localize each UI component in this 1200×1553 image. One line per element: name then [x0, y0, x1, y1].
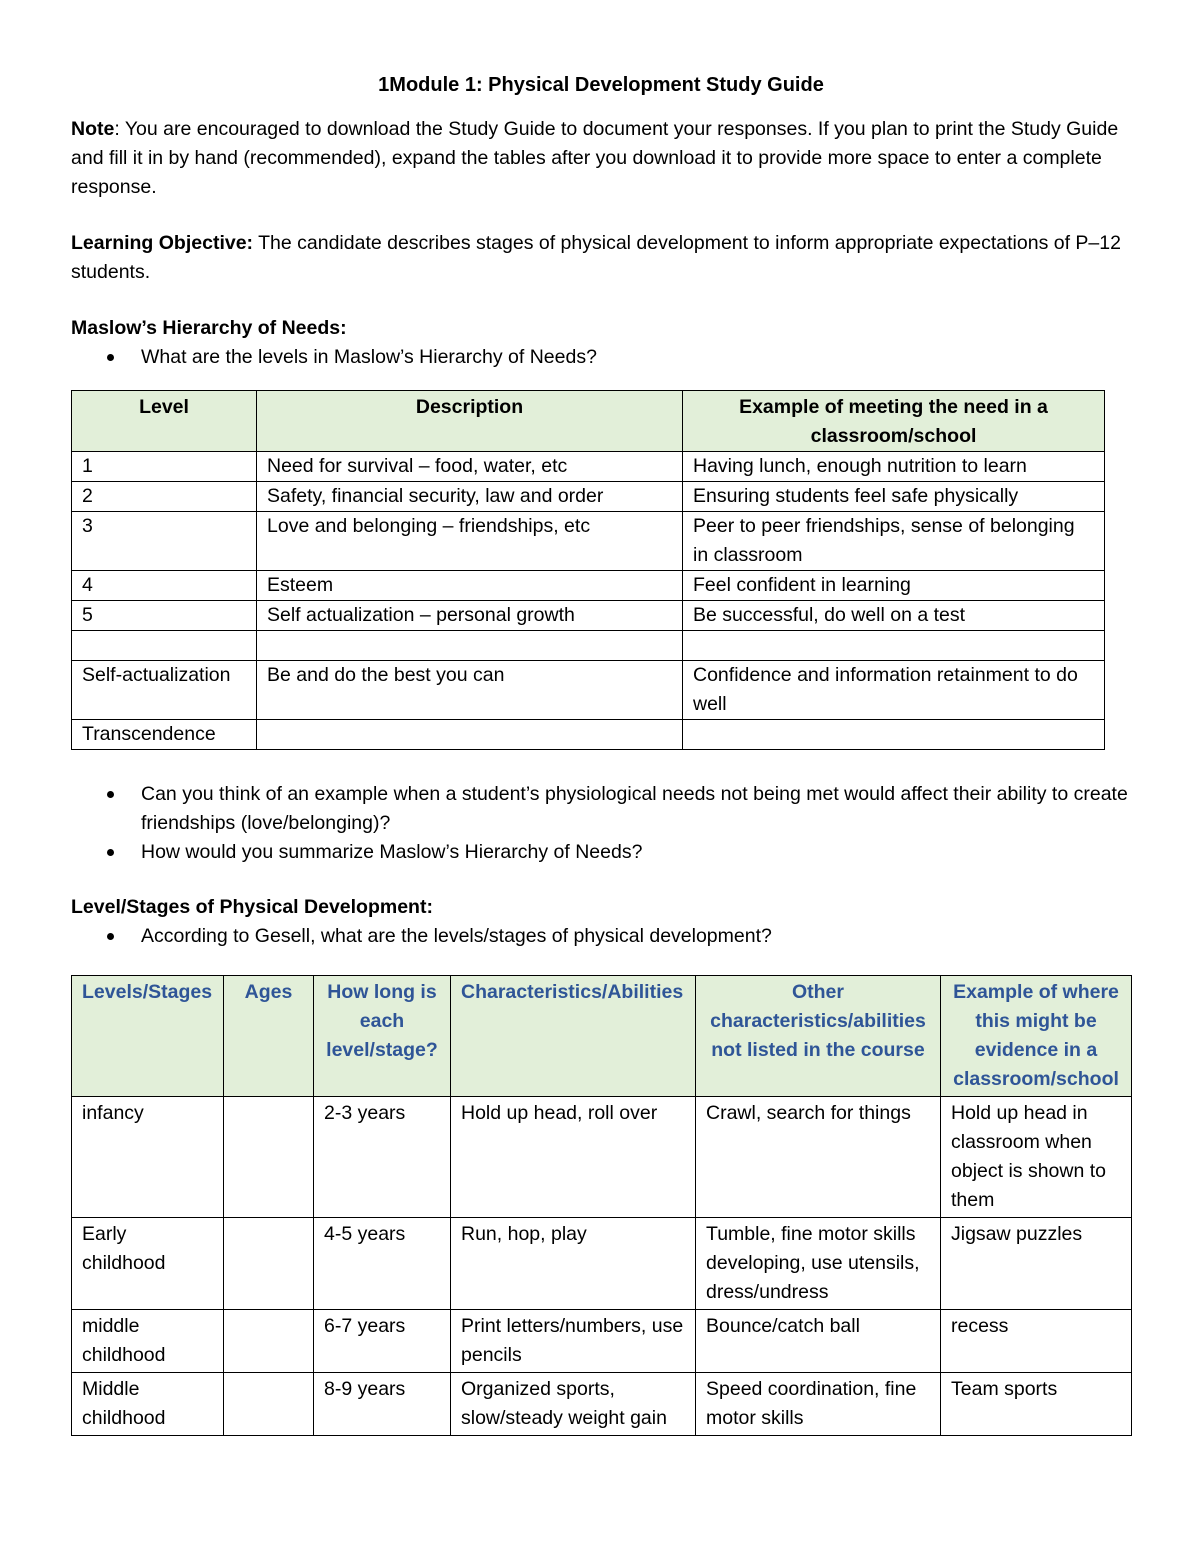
stage-cell: middle childhood — [72, 1310, 224, 1373]
description-cell: Self actualization – personal growth — [257, 601, 683, 631]
objective-label: Learning Objective: — [71, 232, 254, 254]
characteristics-cell: Organized sports, slow/steady weight gain — [451, 1373, 696, 1436]
ages-cell — [224, 1310, 314, 1373]
ages-cell — [224, 1218, 314, 1310]
level-cell: 1 — [72, 452, 257, 482]
header-ages: Ages — [224, 976, 314, 1097]
maslow-question-list — [71, 343, 1131, 372]
table-row — [72, 482, 1105, 512]
example-cell: Peer to peer friendships, sense of belonging in classroom — [683, 512, 1105, 571]
header-levels-stages: Levels/Stages — [72, 976, 224, 1097]
maslow-table — [71, 390, 1105, 750]
table-row — [72, 1310, 1132, 1373]
duration-cell: 6-7 years — [314, 1310, 451, 1373]
description-cell: Esteem — [257, 571, 683, 601]
stages-heading: Level/Stages of Physical Development: — [71, 896, 433, 918]
ages-cell — [224, 1373, 314, 1436]
example-cell — [683, 631, 1105, 661]
characteristics-cell: Run, hop, play — [451, 1218, 696, 1310]
table-row — [72, 512, 1105, 571]
level-cell — [72, 631, 257, 661]
note-text: : You are encouraged to download the Study Guide to document your responses. If you plan to print the Study Guide and fill it in by hand (recommended), expand the tables after you download it to provide more space to enter a complete response. — [71, 118, 1119, 198]
description-cell: Be and do the best you can — [257, 661, 683, 720]
page-title: 1Module 1: Physical Development Study Guide — [378, 74, 824, 96]
header-level: Level — [72, 391, 257, 452]
header-example: Example of meeting the need in a classroom/school — [683, 391, 1105, 452]
characteristics-cell: Hold up head, roll over — [451, 1097, 696, 1218]
stages-table — [71, 975, 1132, 1436]
objective-text: The candidate describes stages of physical development to inform appropriate expectations of P–12 students. — [71, 232, 1121, 283]
other-characteristics-cell: Crawl, search for things — [696, 1097, 941, 1218]
objective-paragraph — [71, 229, 1131, 287]
ages-cell — [224, 1097, 314, 1218]
table-row — [72, 571, 1105, 601]
table-row — [72, 720, 1105, 750]
stages-question-list — [71, 922, 1131, 951]
example-cell: Feel confident in learning — [683, 571, 1105, 601]
duration-cell: 4-5 years — [314, 1218, 451, 1310]
level-cell: 5 — [72, 601, 257, 631]
header-other-characteristics: Other characteristics/abilities not listed in the course — [696, 976, 941, 1097]
description-cell — [257, 720, 683, 750]
level-cell: 4 — [72, 571, 257, 601]
maslow-question-levels: What are the levels in Maslow’s Hierarchy of Needs? — [141, 343, 1131, 372]
header-classroom-example: Example of where this might be evidence in a classroom/school — [941, 976, 1132, 1097]
characteristics-cell: Print letters/numbers, use pencils — [451, 1310, 696, 1373]
example-cell: Having lunch, enough nutrition to learn — [683, 452, 1105, 482]
level-cell: Self-actualization — [72, 661, 257, 720]
duration-cell: 8-9 years — [314, 1373, 451, 1436]
stage-cell: Early childhood — [72, 1218, 224, 1310]
header-description: Description — [257, 391, 683, 452]
maslow-question-summary: How would you summarize Maslow’s Hierarchy of Needs? — [141, 838, 1131, 867]
note-label: Note — [71, 118, 115, 140]
table-row — [72, 1097, 1132, 1218]
classroom-example-cell: recess — [941, 1310, 1132, 1373]
level-cell: 3 — [72, 512, 257, 571]
stages-question-levels: According to Gesell, what are the levels/stages of physical development? — [141, 922, 1131, 951]
note-paragraph — [71, 115, 1131, 202]
description-cell: Love and belonging – friendships, etc — [257, 512, 683, 571]
stage-cell: infancy — [72, 1097, 224, 1218]
duration-cell: 2-3 years — [314, 1097, 451, 1218]
example-cell: Ensuring students feel safe physically — [683, 482, 1105, 512]
level-cell: 2 — [72, 482, 257, 512]
other-characteristics-cell: Bounce/catch ball — [696, 1310, 941, 1373]
header-duration: How long is each level/stage? — [314, 976, 451, 1097]
table-row — [72, 601, 1105, 631]
stage-cell: Middle childhood — [72, 1373, 224, 1436]
table-row — [72, 661, 1105, 720]
table-row — [72, 1218, 1132, 1310]
description-cell — [257, 631, 683, 661]
table-row — [72, 631, 1105, 661]
classroom-example-cell: Jigsaw puzzles — [941, 1218, 1132, 1310]
other-characteristics-cell: Speed coordination, fine motor skills — [696, 1373, 941, 1436]
level-cell: Transcendence — [72, 720, 257, 750]
classroom-example-cell: Hold up head in classroom when object is shown to them — [941, 1097, 1132, 1218]
maslow-question-example: Can you think of an example when a student’s physiological needs not being met would affect their ability to create friendships (love/belonging)? — [141, 780, 1131, 838]
header-characteristics: Characteristics/Abilities — [451, 976, 696, 1097]
table-row — [72, 1373, 1132, 1436]
maslow-table-header — [72, 391, 1105, 452]
other-characteristics-cell: Tumble, fine motor skills developing, use utensils, dress/undress — [696, 1218, 941, 1310]
description-cell: Safety, financial security, law and order — [257, 482, 683, 512]
example-cell — [683, 720, 1105, 750]
table-row — [72, 452, 1105, 482]
maslow-followup-list — [71, 780, 1131, 867]
description-cell: Need for survival – food, water, etc — [257, 452, 683, 482]
classroom-example-cell: Team sports — [941, 1373, 1132, 1436]
stages-table-header — [72, 976, 1132, 1097]
study-guide-page — [71, 70, 1131, 1436]
maslow-heading: Maslow’s Hierarchy of Needs: — [71, 317, 347, 339]
example-cell: Be successful, do well on a test — [683, 601, 1105, 631]
example-cell: Confidence and information retainment to do well — [683, 661, 1105, 720]
